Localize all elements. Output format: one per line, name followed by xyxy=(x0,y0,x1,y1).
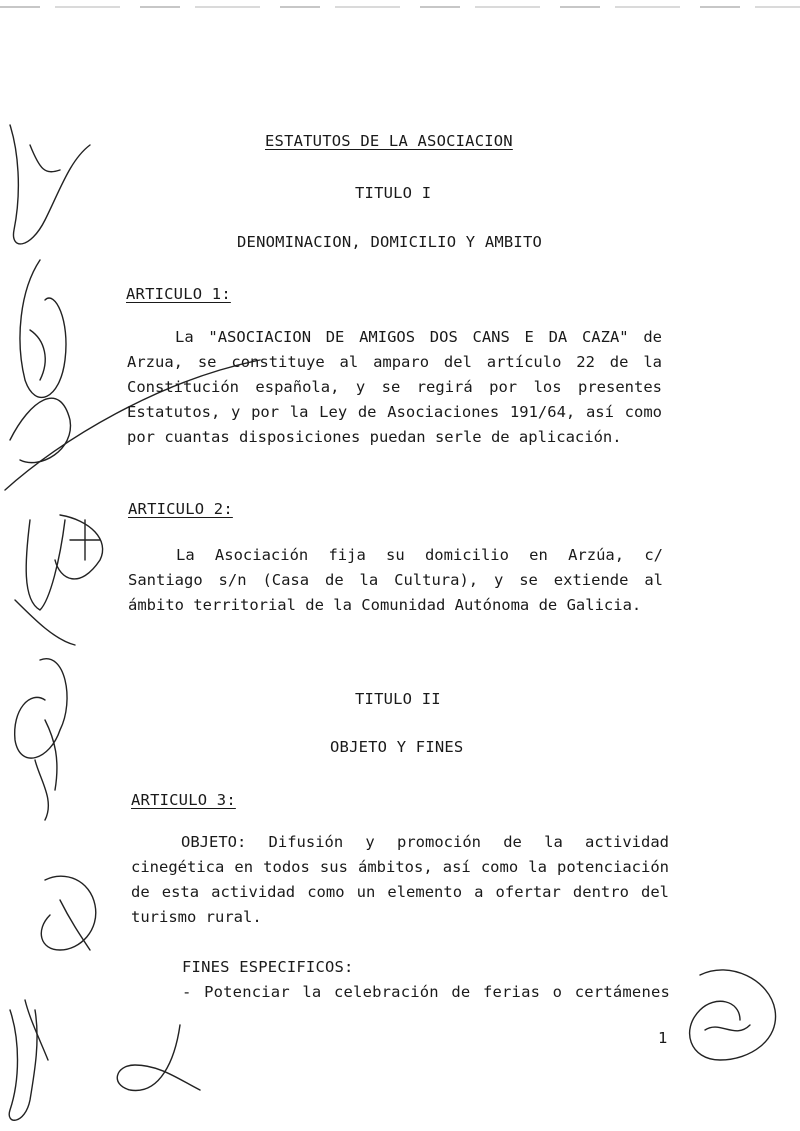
titulo-2-subtitle: OBJETO Y FINES xyxy=(330,738,464,756)
titulo-1-label: TITULO I xyxy=(355,184,432,202)
signature-8 xyxy=(690,970,776,1060)
articulo-1-line: Arzua, se constituye al amparo del artículo 22 de la xyxy=(127,353,662,371)
articulo-2-line: ámbito territorial de la Comunidad Autónoma de Galicia. xyxy=(128,596,642,614)
signature-4 xyxy=(15,659,67,758)
signature-6 xyxy=(9,1010,37,1120)
articulo-1-line: Constitución española, y se regirá por los presentes xyxy=(127,378,662,396)
articulo-3-line: OBJETO: Difusión y promoción de la actividad xyxy=(181,833,669,851)
articulo-3-heading: ARTICULO 3: xyxy=(131,791,236,809)
articulo-2-line: Santiago s/n (Casa de la Cultura), y se extiende al xyxy=(128,571,663,589)
articulo-3-line: cinegética en todos sus ámbitos, así como la potenciación xyxy=(131,858,669,876)
scan-edge-line xyxy=(0,6,800,8)
document-title: ESTATUTOS DE LA ASOCIACION xyxy=(265,132,513,150)
articulo-1-body xyxy=(127,325,662,450)
articulo-2-body xyxy=(128,543,663,618)
articulo-3-line: turismo rural. xyxy=(131,908,262,926)
signature-1 xyxy=(10,125,90,244)
articulo-3-line: de esta actividad como un elemento a ofertar dentro del xyxy=(131,883,669,901)
articulo-1-line: La "ASOCIACION DE AMIGOS DOS CANS E DA CAZA" de xyxy=(175,328,662,346)
articulo-1-line: Estatutos, y por la Ley de Asociaciones 191/64, así como xyxy=(127,403,662,421)
articulo-1-line: por cuantas disposiciones puedan serle de aplicación. xyxy=(127,428,622,446)
signature-7 xyxy=(117,1025,200,1090)
articulo-1-heading: ARTICULO 1: xyxy=(126,285,231,303)
articulo-3-body xyxy=(131,830,669,930)
titulo-2-label: TITULO II xyxy=(355,690,441,708)
fines-especificos-label: FINES ESPECIFICOS: xyxy=(182,958,354,976)
signature-2 xyxy=(20,260,66,397)
signature-3 xyxy=(26,520,65,610)
titulo-1-subtitle: DENOMINACION, DOMICILIO Y AMBITO xyxy=(237,233,543,251)
articulo-2-heading: ARTICULO 2: xyxy=(128,500,233,518)
articulo-2-line: La Asociación fija su domicilio en Arzúa, c/ xyxy=(176,546,663,564)
signature-5 xyxy=(41,876,95,950)
page-number: 1 xyxy=(658,1029,668,1047)
fines-first-item: - Potenciar la celebración de ferias o certámenes xyxy=(182,983,671,1001)
